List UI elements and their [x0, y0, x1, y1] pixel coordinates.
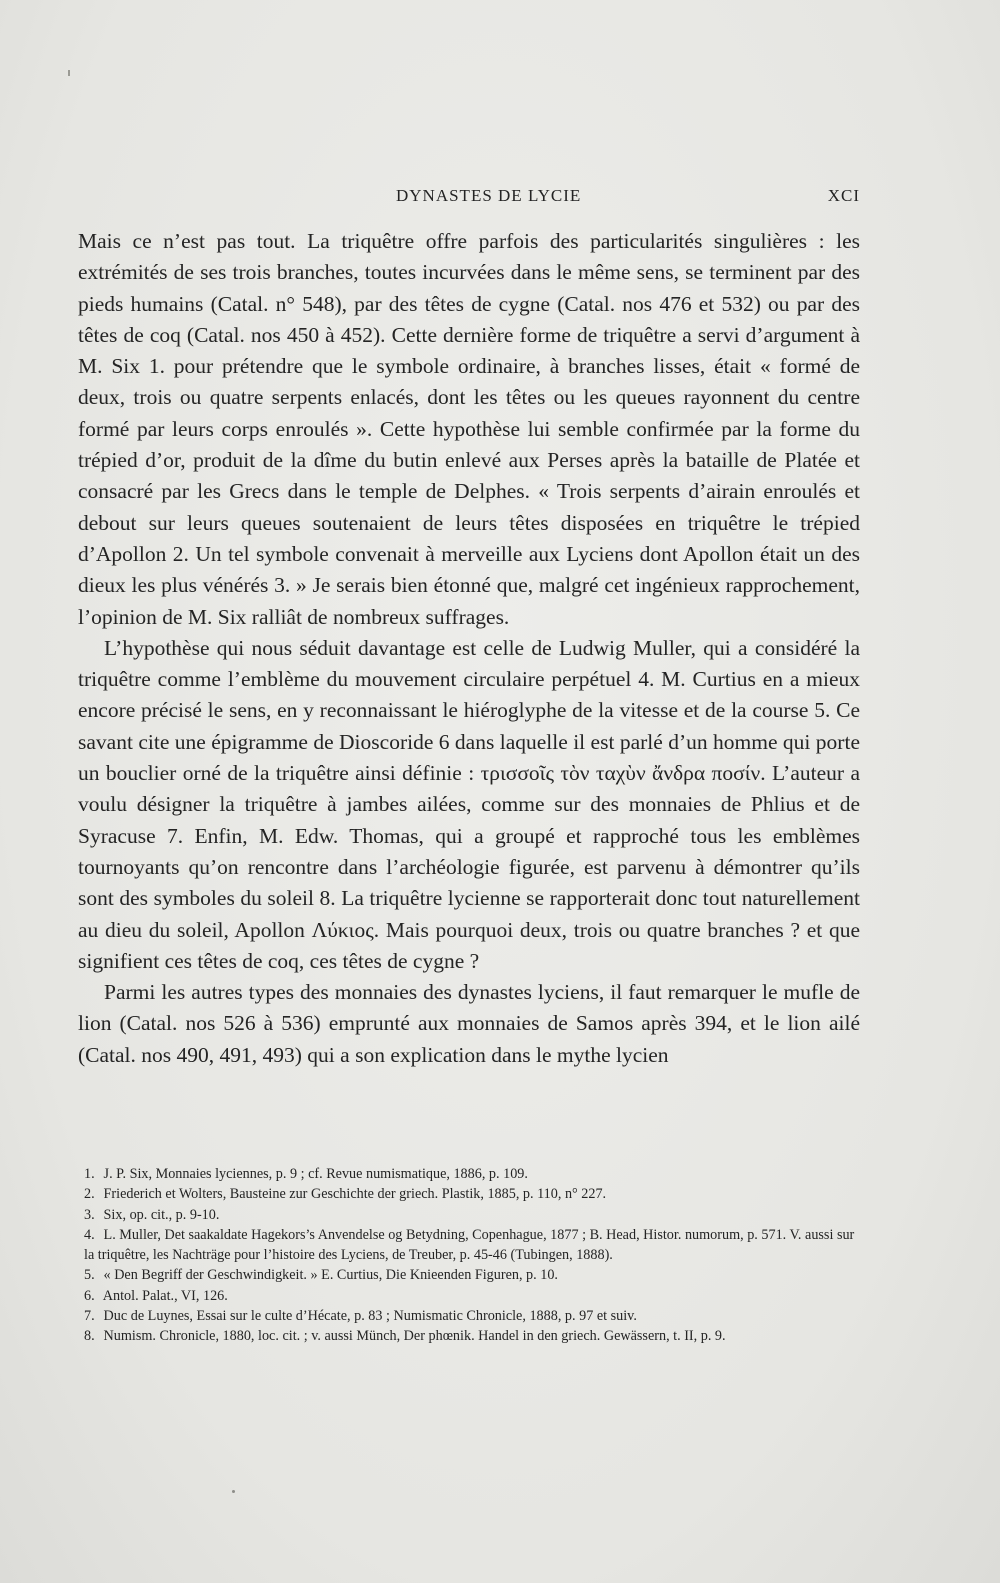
scan-speck — [232, 1490, 235, 1493]
paragraph-3: Parmi les autres types des monnaies des dynastes lyciens, il faut remarquer le mufle de lion (Catal. nos 526 à 536) emprunté aux monnaies de Samos après 394, et le lion ailé (Catal. nos 490, 491, 493) qui a son explication dans le mythe lycien — [78, 980, 860, 1067]
footnote — [84, 1205, 864, 1225]
footnote — [84, 1265, 864, 1285]
footnote-number: 2. — [84, 1186, 95, 1203]
footnote-number: 1. — [84, 1166, 95, 1182]
footnote — [84, 1326, 864, 1346]
footnote — [84, 1225, 864, 1266]
footnote-text: Six, op. cit., p. 9-10. — [103, 1206, 220, 1223]
footnote-text: Antol. Palat., VI, 126. — [102, 1287, 228, 1304]
footnote — [84, 1184, 864, 1204]
footnote-number: 5. — [84, 1267, 95, 1284]
footnote-text: J. P. Six, Monnaies lyciennes, p. 9 ; cf. Revue numismatique, 1886, p. 109. — [103, 1166, 528, 1182]
footnote-number: 4. — [84, 1226, 95, 1243]
footnotes — [84, 1164, 864, 1347]
footnote-text: L. Muller, Det saakaldate Hagekors’s Anvendelse og Betydning, Copenhague, 1877 ; B. Head, Histor. numorum, p. 571. V. aussi sur la triquêtre, les Nachträge pour l’histoire des Lyciens, de Treuber, p. 45-46 (Tubingen, 1888). — [84, 1226, 855, 1264]
footnote — [84, 1286, 864, 1306]
footnote-text: Friederich et Wolters, Bausteine zur Geschichte der griech. Plastik, 1885, p. 110, n° 227. — [103, 1186, 607, 1203]
main-text — [78, 226, 860, 1071]
footnote-number: 7. — [84, 1308, 95, 1325]
page-number: XCI — [827, 186, 860, 205]
footnote-text: « Den Begriff der Geschwindigkeit. » E. Curtius, Die Knieenden Figuren, p. 10. — [103, 1267, 558, 1284]
footnote-number: 3. — [84, 1206, 95, 1223]
scan-speck — [68, 70, 70, 76]
paragraph-2: L’hypothèse qui nous séduit davantage est celle de Ludwig Muller, qui a considéré la triquêtre comme l’emblème du mouvement circulaire perpétuel 4. M. Curtius en a mieux encore précisé le sens, en y reconnaissant le hiéroglyphe de la vitesse et de la course 5. Ce savant cite une épigramme de Dioscoride 6 dans laquelle il est parlé d’un homme qui porte un bouclier orné de la triquêtre ainsi définie : τρισσοῖς τὸν ταχὺν ἄνδρα ποσίν. L’auteur a voulu désigner la triquêtre à jambes ailées, comme sur des monnaies de Phlius et de Syracuse 7. Enfin, M. Edw. Thomas, qui a groupé et rapproché tous les emblèmes tournoyants qu’on rencontre dans l’archéologie figurée, est parvenu à démontrer qu’ils sont des symboles du soleil 8. La triquêtre lycienne se rapporterait donc tout naturellement au dieu du soleil, Apollon Λύκιος. Mais pourquoi deux, trois ou quatre branches ? et que signifient ces têtes de coq, ces têtes de cygne ? — [78, 635, 860, 973]
footnote-number: 8. — [84, 1328, 95, 1345]
footnote — [84, 1306, 864, 1326]
footnote — [84, 1164, 864, 1184]
footnote-number: 6. — [84, 1287, 95, 1304]
paragraph-1: Mais ce n’est pas tout. La triquêtre offre parfois des particularités singulières : les extrémités de ses trois branches, toutes incurvées dans le même sens, se terminent par des pieds humains (Catal. n° 548), par des têtes de cygne (Catal. nos 476 et 532) ou par des têtes de coq (Catal. nos 450 à 452). Cette dernière forme de triquêtre a servi d’argument à M. Six 1. pour prétendre que le symbole ordinaire, à branches lisses, était « formé de deux, trois ou quatre serpents enlacés, dont les têtes ou les queues rayonnent du centre formé par leurs corps enroulés ». Cette hypothèse lui semble confirmée par la forme du trépied d’or, produit de la dîme du butin enlevé aux Perses après la bataille de Platée et consacré par les Grecs dans le temple de Delphes. « Trois serpents d’airain enroulés et debout sur leurs queues soutenaient de leurs têtes disposées en triquêtre le trépied d’Apollon 2. Un tel symbole convenait à merveille aux Lyciens dont Apollon était un des dieux les plus vénérés 3. » Je serais bien étonné que, malgré cet ingénieux rapprochement, l’opinion de M. Six ralliât de nombreux suffrages. — [78, 229, 860, 629]
footnote-text: Duc de Luynes, Essai sur le culte d’Hécate, p. 83 ; Numismatic Chronicle, 1888, p. 97 et suiv. — [103, 1308, 637, 1325]
footnote-text: Numism. Chronicle, 1880, loc. cit. ; v. aussi Münch, Der phœnik. Handel in den griech. Gewässern, t. II, p. 9. — [103, 1328, 726, 1345]
running-title: DYNASTES DE LYCIE — [396, 186, 582, 205]
